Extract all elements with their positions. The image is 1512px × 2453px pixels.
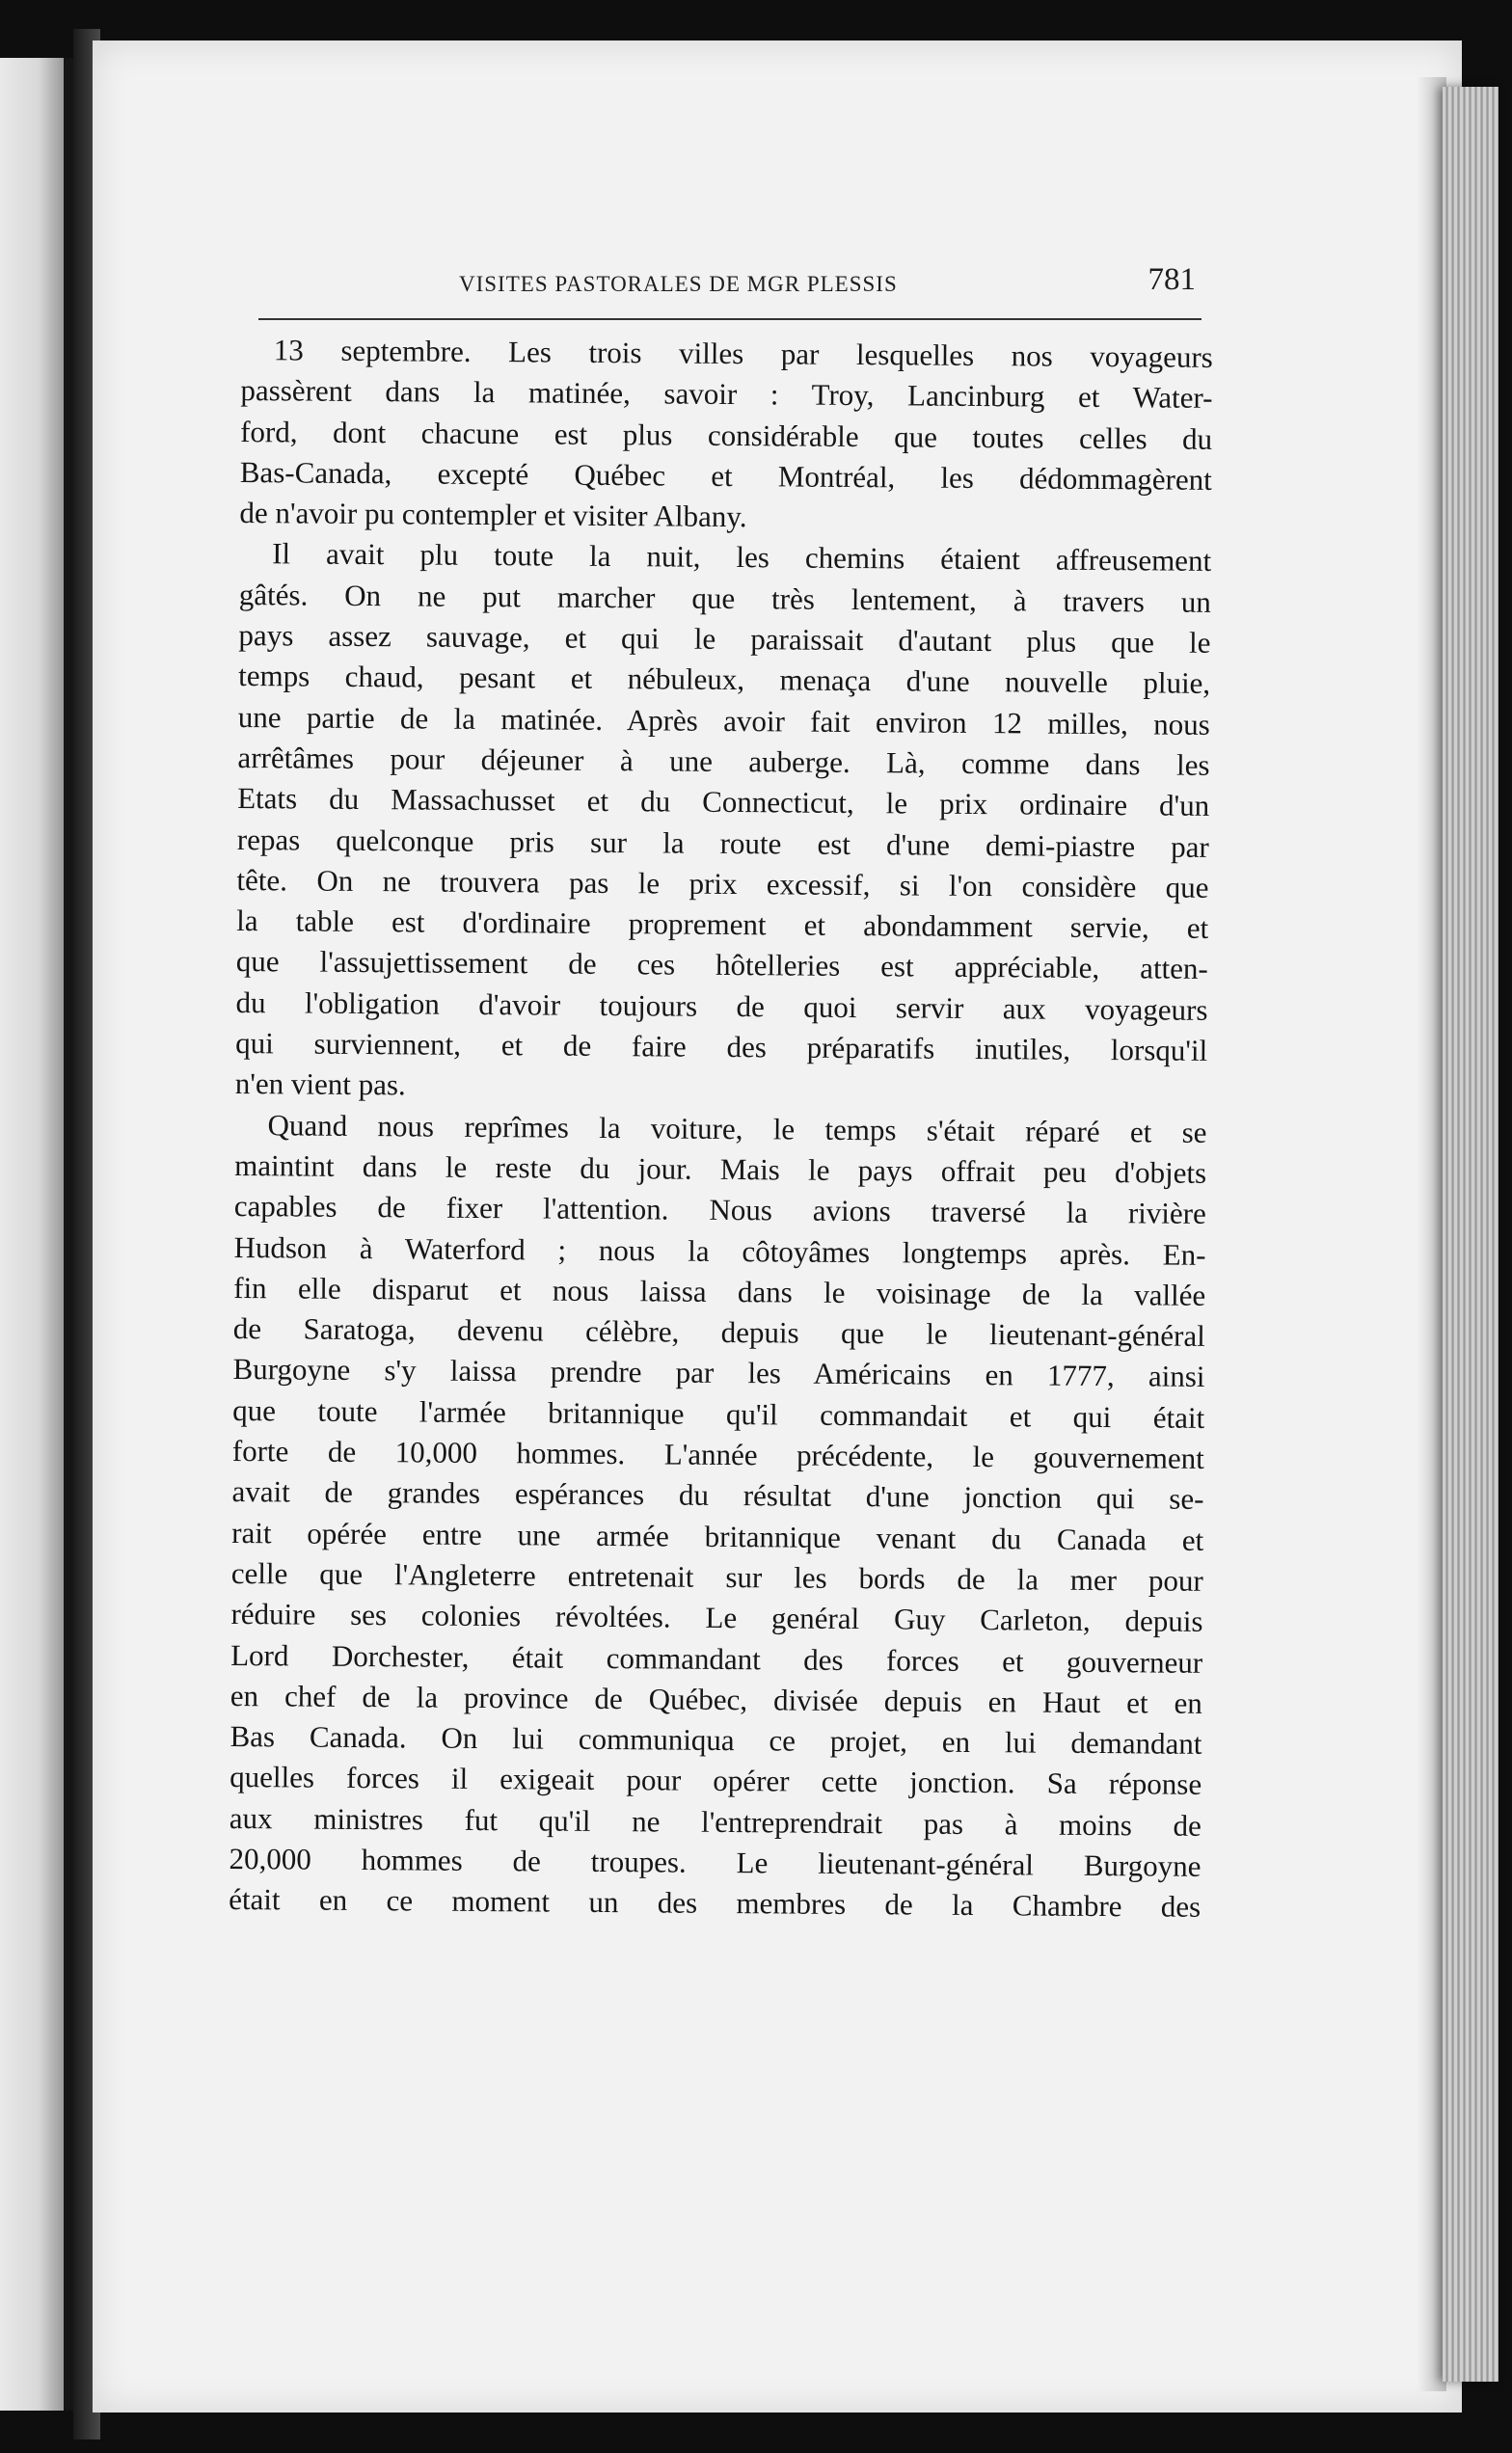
text-line: repas quelconque pris sur la route est d'une demi-piastre par [236,822,1209,864]
text-line: aux ministres fut qu'il ne l'entreprendrait pas à moins de [229,1800,1202,1843]
text-line: ford, dont chacune est plus considérable que toutes celles du [240,414,1213,456]
text-line: gâtés. On ne put marcher que très lentement, à travers un [238,577,1211,619]
text-line: capables de fixer l'attention. Nous avions traversé la rivière [233,1189,1206,1231]
text-line: du l'obligation d'avoir toujours de quoi servir aux voyageurs [235,984,1208,1027]
text-line: temps chaud, pesant et nébuleux, menaça d'une nouvelle pluie, [238,659,1211,701]
page-number: 781 [1148,262,1196,297]
previous-page-edge [0,58,73,2411]
text-line: réduire ses colonies révoltées. Le genéral Guy Carleton, depuis [230,1597,1203,1639]
text-line: Lord Dorchester, était commandant des forces et gouverneur [230,1637,1203,1680]
text-line: Burgoyne s'y laissa prendre par les Américains en 1777, ainsi [232,1352,1205,1394]
text-line: 13 septembre. Les trois villes par lesquelles nos voyageurs [273,333,1213,374]
text-line: Bas-Canada, excepté Québec et Montréal, les dédommagèrent [239,454,1212,497]
text-line: avait de grandes espérances du résultat d'une jonction qui se- [231,1474,1204,1517]
text-line: de n'avoir pu contempler et visiter Albany. [239,496,747,534]
text-line: Etats du Massachusset et du Connecticut, le prix ordinaire d'un [237,781,1210,823]
text-line: qui surviennent, et de faire des préparatifs inutiles, lorsqu'il [235,1026,1208,1067]
text-line: n'en vient pas. [234,1066,406,1102]
text-line: rait opérée entre une armée britannique venant du Canada et [231,1515,1204,1557]
text-line: de Saratoga, devenu célèbre, depuis que le lieutenant-général [232,1311,1205,1354]
text-line: Il avait plu toute la nuit, les chemins étaient affreusement [272,536,1212,579]
body-text [229,330,1213,1927]
text-line: 20,000 hommes de troupes. Le lieutenant-général Burgoyne [229,1841,1202,1883]
text-line: la table est d'ordinaire proprement et abondamment servie, et [236,903,1209,946]
text-line: maintint dans le reste du jour. Mais le pays offrait peu d'objets [234,1147,1207,1190]
text-line: en chef de la province de Québec, divisée depuis en Haut et en [230,1678,1202,1720]
text-line: que toute l'armée britannique qu'il commandait et qui était [232,1392,1205,1435]
text-line: passèrent dans la matinée, savoir : Troy, Lancinburg et Water- [240,373,1213,416]
text-line: Bas Canada. On lui communiqua ce projet, en lui demandant [230,1719,1202,1761]
text-line: celle que l'Angleterre entretenait sur les bords de la mer pour [230,1555,1203,1598]
paragraph [229,1105,1207,1928]
paragraph [235,533,1212,1112]
page-stack-edges [1443,87,1498,2382]
text-line: Hudson à Waterford ; nous la côtoyâmes longtemps après. En- [233,1229,1206,1272]
text-line: une partie de la matinée. Après avoir fait environ 12 milles, nous [237,699,1210,741]
text-line: était en ce moment un des membres de la Chambre des [229,1882,1202,1925]
text-line: Quand nous reprîmes la voiture, le temps s'était réparé et se [267,1107,1207,1149]
running-header [258,258,1202,320]
text-line: tête. On ne trouvera pas le prix excessif, si l'on considère que [236,862,1209,904]
text-line: arrêtâmes pour déjeuner à une auberge. Là, comme dans les [237,740,1210,782]
text-line: fin elle disparut et nous laissa dans le voisinage de la vallée [233,1270,1206,1312]
text-line: que l'assujettissement de ces hôtelleries est appréciable, atten- [235,944,1208,986]
text-line: pays assez sauvage, et qui le paraissait d'autant plus que le [238,618,1211,660]
paragraph [239,330,1213,541]
text-line: quelles forces il exigeait pour opérer cette jonction. Sa réponse [230,1760,1202,1802]
text-line: forte de 10,000 hommes. L'année précédente, le gouvernement [231,1433,1204,1475]
running-title: VISITES PASTORALES DE MGR PLESSIS [459,272,898,296]
